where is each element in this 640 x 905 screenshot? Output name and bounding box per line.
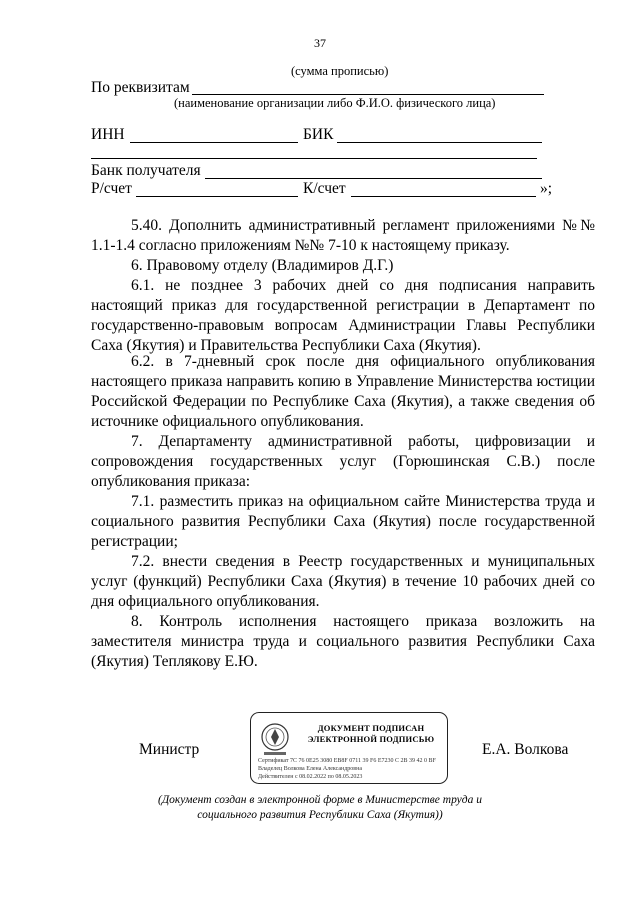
paragraph: 5.40. Дополнить административный регламент приложениями №№ 1.1-1.4 согласно приложениям №№ 7-10 к настоящему приказу. [91,217,595,254]
stamp-certificate: Сертификат 7C 76 0E25 3080 EB8F 0711 39 F6 E7230 C 2B 39 42 0 BF [258,758,436,764]
paragraph: 6. Правовому отделу (Владимиров Д.Г.) [131,257,394,274]
ministry-emblem-icon [258,721,292,757]
corr-account-label: К/счет [303,180,346,197]
payee-field-line [192,94,544,95]
stamp-owner: Владелец Волкова Елена Александровна [258,766,363,772]
amount-caption: (сумма прописью) [291,64,389,78]
payee-label: По реквизитам [91,79,190,96]
page-number: 37 [314,36,326,50]
bik-field-line [337,142,542,143]
stamp-title-line: ЭЛЕКТРОННОЙ ПОДПИСЬЮ [307,734,435,744]
footer-line: социального развития Республики Саха (Якутия)) [197,809,443,821]
bik-label: БИК [303,126,334,143]
blank-field-line [91,158,537,159]
account-label: Р/счет [91,180,132,197]
corr-account-field-line [351,196,536,197]
signature-name: Е.А. Волкова [482,741,569,758]
paragraph: 7. Департаменту административной работы, цифровизации и сопровождения государственных услуг (Горюшинская С.В.) после опубликования приказа: [91,433,595,490]
inn-label: ИНН [91,126,125,143]
signature-position: Министр [139,741,200,758]
footer-note [150,793,490,823]
payee-caption: (наименование организации либо Ф.И.О. физического лица) [174,96,496,110]
stamp-title [299,723,443,745]
paragraph: 7.2. внести сведения в Реестр государственных и муниципальных услуг (функций) Республики Саха (Якутия) в течение 10 рабочих дней со дня официального опубликования. [91,553,595,610]
footer-line: (Документ создан в электронной форме в Министерстве труда и [158,794,482,806]
account-field-line [136,196,298,197]
inn-field-line [130,142,298,143]
paragraph: 8. Контроль исполнения настоящего приказа возложить на заместителя министра труда и социального развития Республики Саха (Якутия) Теплякову Е.Ю. [91,613,595,670]
paragraph: 6.1. не позднее 3 рабочих дней со дня подписания направить настоящий приказ для государственной регистрации в Департамент по государственно-правовым вопросам Администрации Главы Республики Саха (Якутия) и Правительства Республики Саха (Якутия). [91,277,595,354]
paragraph: 6.2. в 7-дневный срок после дня официального опубликования настоящего приказа направить копию в Управление Министерства юстиции Российской Федерации по Республике Саха (Якутия), а также сведения об источнике официального опубликования. [91,353,595,430]
paragraph: 7.1. разместить приказ на официальном сайте Министерства труда и социального развития Республики Саха (Якутия) после государственной регистрации; [91,493,595,550]
bank-field-line [205,178,542,179]
electronic-signature-stamp [250,712,448,784]
closing-mark: »; [540,180,553,197]
bank-label: Банк получателя [91,162,201,179]
stamp-title-line: ДОКУМЕНТ ПОДПИСАН [317,723,425,733]
stamp-validity: Действителен с 08.02.2022 по 08.05.2023 [258,774,363,780]
